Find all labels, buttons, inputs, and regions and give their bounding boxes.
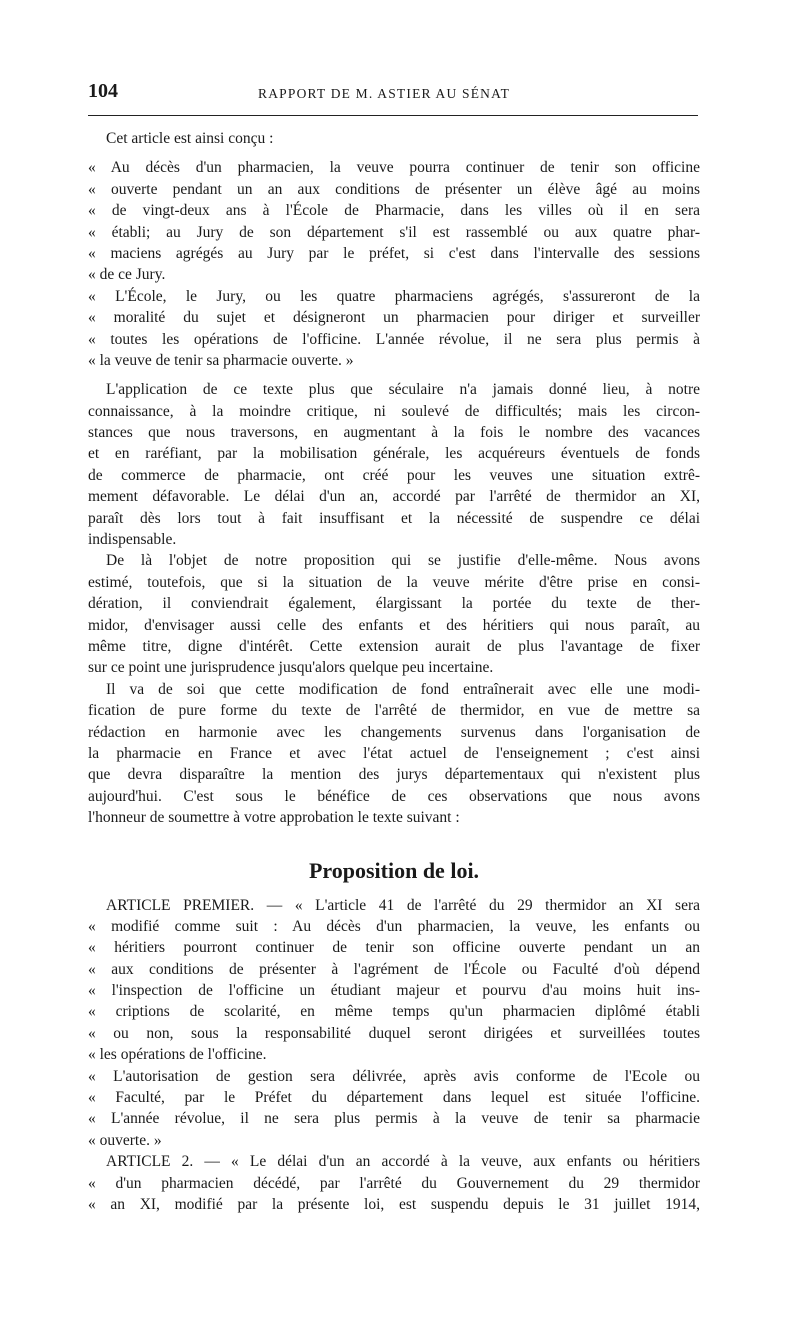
text-line: estimé, toutefois, que si la situation de la veuve mérite d'être prise en consi- (88, 573, 700, 591)
text-line: même titre, digne d'intérêt. Cette extension aurait de plus l'avantage de fixer (88, 637, 700, 655)
text-line: « de ce Jury. (88, 266, 166, 284)
text-line: « d'un pharmacien décédé, par l'arrêté du Gouvernement du 29 thermidor (88, 1174, 700, 1192)
text-line: « L'École, le Jury, ou les quatre pharmaciens agrégés, s'assureront de la (88, 287, 700, 305)
text-line: Cet article est ainsi conçu : (106, 130, 274, 147)
text-line: « la veuve de tenir sa pharmacie ouverte. » (88, 351, 354, 369)
section-heading: Proposition de loi. (308, 857, 480, 883)
text-line: « aux conditions de présenter à l'agrément de l'École ou Faculté d'où dépend (88, 960, 700, 978)
text-line: « l'inspection de l'officine un étudiant majeur et pourvu d'au moins huit ins- (88, 982, 700, 1000)
text-line: « ouverte. » (88, 1131, 162, 1149)
text-line: « maciens agrégés au Jury par le préfet, si c'est dans l'intervalle des sessions (88, 244, 700, 262)
page-body (88, 128, 700, 1215)
text-line: « les opérations de l'officine. (88, 1046, 267, 1064)
text-line: paraît dès lors tout à fait insuffisant et la nécessité de suspendre ce délai (88, 509, 700, 527)
text-line: L'application de ce texte plus que séculaire n'a jamais donné lieu, à notre (106, 381, 700, 399)
text-line: ARTICLE PREMIER. — « L'article 41 de l'arrêté du 29 thermidor an XI sera (106, 896, 700, 914)
text-line: « de vingt-deux ans à l'École de Pharmacie, dans les villes où il en sera (88, 202, 700, 220)
proposed-articles (88, 895, 700, 1216)
text-line: « L'année révolue, il ne sera plus permis à la veuve de tenir sa pharmacie (88, 1110, 700, 1128)
text-line: midor, d'envisager aussi celle des enfants et des héritiers qui nous paraît, au (88, 616, 700, 634)
running-title: RAPPORT DE M. ASTIER AU SÉNAT (258, 86, 511, 101)
text-line: « modifié comme suit : Au décès d'un pharmacien, la veuve, les enfants ou (88, 917, 700, 935)
text-line: aujourd'hui. C'est sous le bénéfice de ces observations que nous avons (88, 787, 700, 805)
text-line: « moralité du sujet et désigneront un pharmacien pour diriger et surveiller (88, 309, 700, 327)
text-line: « criptions de scolarité, en même temps qu'un pharmacien diplômé établi (88, 1003, 700, 1021)
text-line: Il va de soi que cette modification de fond entraînerait avec elle une modi- (106, 680, 700, 698)
text-line: « héritiers pourront continuer de tenir son officine ouverte pendant un an (88, 939, 700, 957)
text-line: l'honneur de soumettre à votre approbation le texte suivant : (88, 809, 460, 827)
text-line: « L'autorisation de gestion sera délivrée, après avis conforme de l'Ecole ou (88, 1067, 700, 1085)
text-line: que devra disparaître la mention des jurys départementaux qui n'existent plus (88, 766, 700, 784)
page-header (88, 80, 700, 110)
text-line: fication de pure forme du texte de l'arrêté de thermidor, en vue de mettre sa (88, 702, 700, 720)
commentary-paragraphs (88, 379, 700, 828)
quoted-article (88, 157, 700, 371)
text-line: et en raréfiant, par la mobilisation générale, les acquéreurs éventuels de fonds (88, 445, 700, 463)
text-line: sur ce point une jurisprudence jusqu'alors quelque peu incertaine. (88, 659, 494, 677)
text-line: « Au décès d'un pharmacien, la veuve pourra continuer de tenir son officine (88, 159, 700, 177)
header-rule (88, 115, 698, 116)
intro-paragraph (88, 128, 700, 149)
text-line: dération, il conviendrait également, élargissant la portée du texte de ther- (88, 595, 700, 613)
text-line: « Faculté, par le Préfet du département dans lequel est située l'officine. (88, 1089, 700, 1107)
page-number: 104 (88, 80, 118, 102)
text-line: « ouverte pendant un an aux conditions de présenter un élève âgé au moins (88, 180, 700, 198)
text-line: stances que nous traversons, en augmentant à la fois le nombre des vacances (88, 424, 700, 442)
text-line: « ou non, sous la responsabilité duquel seront dirigées et surveillées toutes (88, 1024, 700, 1042)
text-line: ARTICLE 2. — « Le délai d'un an accordé à la veuve, aux enfants ou héritiers (106, 1153, 700, 1171)
text-line: connaissance, à la moindre critique, ni soulevé de difficultés; mais les circon- (88, 402, 700, 420)
text-line: De là l'objet de notre proposition qui se justifie d'elle-même. Nous avons (106, 552, 700, 570)
text-line: « toutes les opérations de l'officine. L'année révolue, il ne sera plus permis à (88, 330, 700, 348)
text-line: rédaction en harmonie avec les changements survenus dans l'organisation de (88, 723, 700, 741)
text-line: « établi; au Jury de son département s'il est rassemblé ou aux quatre phar- (88, 223, 700, 241)
text-line: indispensable. (88, 531, 177, 549)
text-line: mement défavorable. Le délai d'un an, accordé par l'arrêté de thermidor an XI, (88, 488, 700, 506)
text-line: la pharmacie en France et avec l'état actuel de l'enseignement ; c'est ainsi (88, 744, 700, 762)
text-line: « an XI, modifié par la présente loi, est suspendu depuis le 31 juillet 1914, (88, 1195, 700, 1213)
text-line: de commerce de pharmacie, ont créé pour les veuves une situation extrê- (88, 466, 700, 484)
